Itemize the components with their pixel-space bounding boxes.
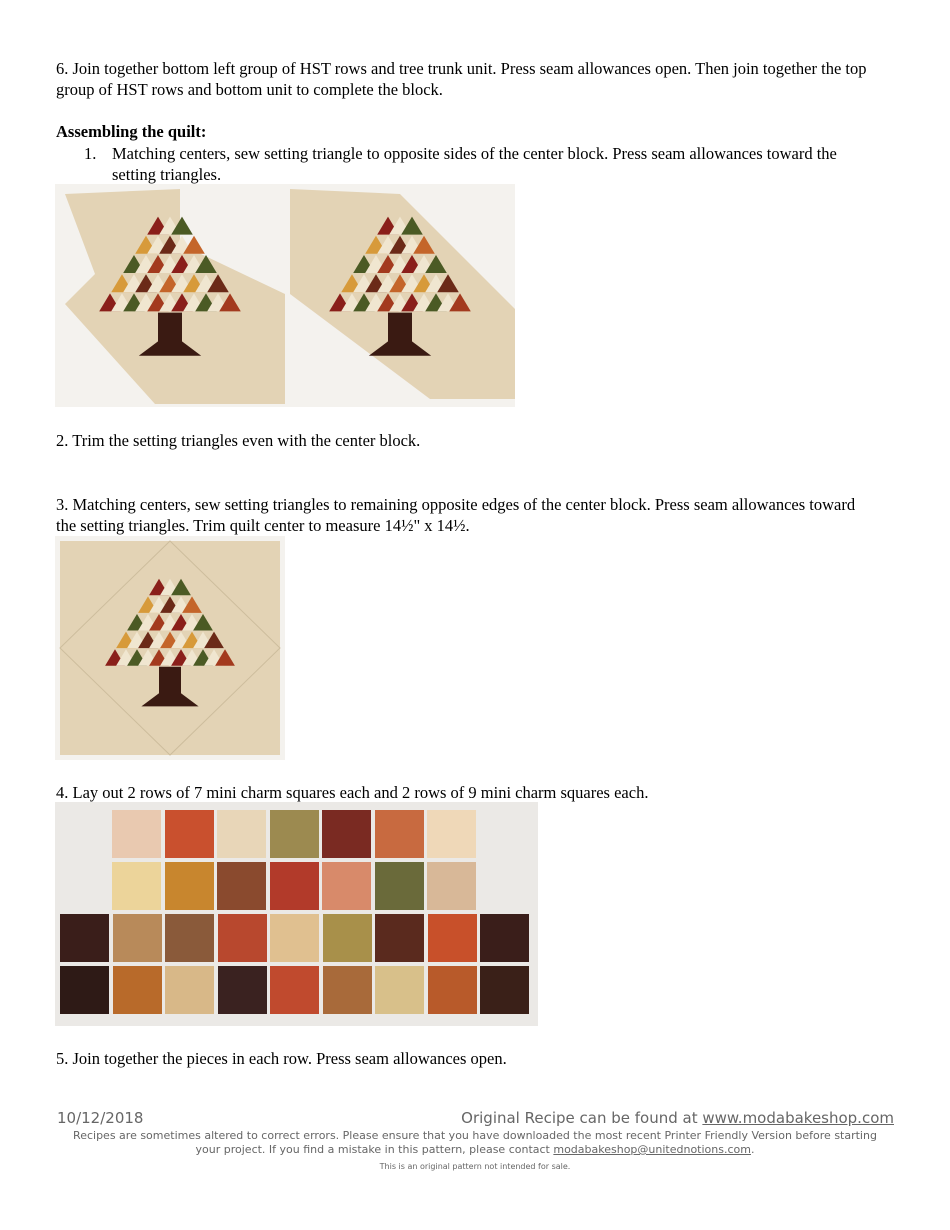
email-link[interactable]: modabakeshop@unitednotions.com (553, 1143, 751, 1156)
charm-square (270, 810, 319, 858)
charm-square (375, 810, 424, 858)
charm-square (375, 966, 424, 1014)
charm-square (217, 862, 266, 910)
step-1-text: Matching centers, sew setting triangle to opposite sides of the center block. Press seam allowances toward the setting triangles. (112, 144, 837, 184)
charm-square (270, 966, 319, 1014)
footer-recipe-line (461, 1109, 894, 1127)
step-3-text: 3. Matching centers, sew setting triangles to remaining opposite edges of the center block. Press seam allowances toward the setting triangles. Trim quilt center to measure 14½" x 14½. (56, 495, 856, 535)
charm-square (218, 914, 267, 962)
photo-charm-square-layout (55, 802, 538, 1026)
charm-square (165, 966, 214, 1014)
charm-square (270, 862, 319, 910)
setting-block-right (290, 189, 515, 399)
recipe-prefix: Original Recipe can be found at (461, 1109, 703, 1127)
charm-square (480, 966, 529, 1014)
recipe-link[interactable]: www.modabakeshop.com (702, 1109, 894, 1127)
assembling-heading: Assembling the quilt: (56, 122, 207, 141)
charm-square (322, 810, 371, 858)
footer-disclaimer (60, 1129, 890, 1157)
footer-sale-note: This is an original pattern not intended for sale. (379, 1162, 571, 1171)
setting-block-left (65, 189, 285, 404)
charm-square (112, 862, 161, 910)
photo-quilt-center (55, 536, 285, 760)
photo-setting-triangles-sewn (55, 184, 515, 407)
step-6-text: 6. Join together bottom left group of HST rows and tree trunk unit. Press seam allowances open. Then join together the top group of HST rows and bottom unit to complete the block. (56, 59, 867, 99)
disclaimer-end: . (750, 1143, 755, 1156)
charm-square (323, 966, 372, 1014)
charm-square (60, 914, 109, 962)
charm-square (323, 914, 372, 962)
charm-square (165, 810, 214, 858)
step-5-text: 5. Join together the pieces in each row. Press seam allowances open. (56, 1049, 507, 1068)
charm-square (375, 862, 424, 910)
step-2-text: 2. Trim the setting triangles even with the center block. (56, 431, 421, 450)
charm-square (270, 914, 319, 962)
charm-square (322, 862, 371, 910)
footer-date: 10/12/2018 (57, 1109, 144, 1127)
charm-square (112, 810, 161, 858)
charm-square (218, 966, 267, 1014)
charm-square (427, 862, 476, 910)
charm-square (113, 914, 162, 962)
step-4-text: 4. Lay out 2 rows of 7 mini charm squares each and 2 rows of 9 mini charm squares each. (56, 783, 649, 802)
charm-square (428, 966, 477, 1014)
charm-square (165, 862, 214, 910)
charm-square (428, 914, 477, 962)
disclaimer-text: Recipes are sometimes altered to correct errors. Please ensure that you have downloaded the most recent Printer Friendly Version before starting your project. If you find a mistake in this pattern, please contact (73, 1129, 877, 1156)
charm-square (427, 810, 476, 858)
charm-square (165, 914, 214, 962)
charm-square (480, 914, 529, 962)
charm-square (217, 810, 266, 858)
charm-square (375, 914, 424, 962)
charm-square (60, 966, 109, 1014)
charm-square (113, 966, 162, 1014)
step-1-number: 1. (84, 144, 97, 163)
